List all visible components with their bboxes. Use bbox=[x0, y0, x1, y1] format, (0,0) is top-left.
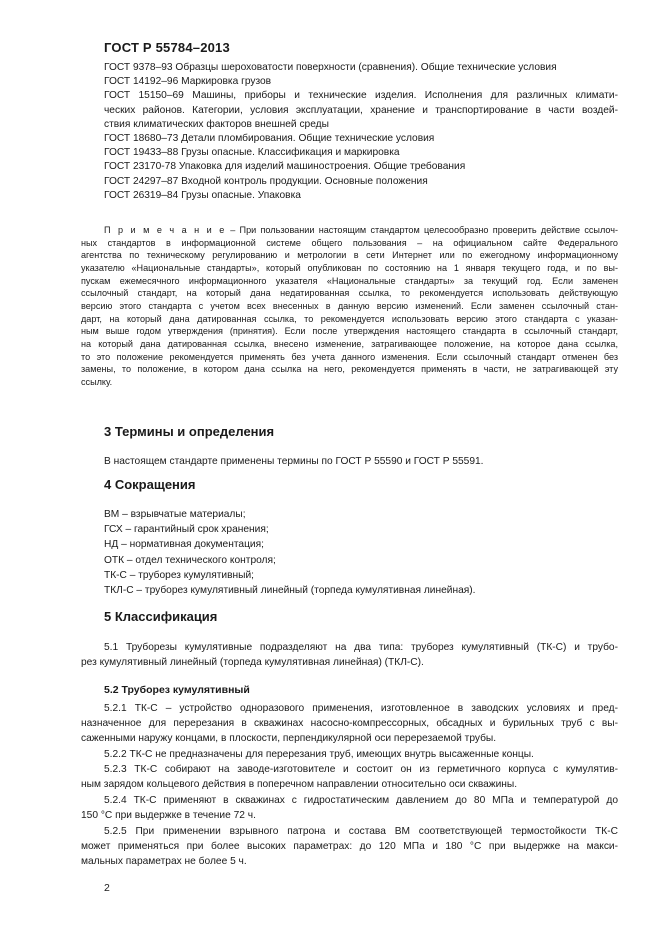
reference-item-continued: ствия климатических факторов внешней среды bbox=[104, 118, 329, 130]
paragraph-line: мальных параметрах не более 5 ч. bbox=[81, 856, 247, 868]
paragraph-5-2-2 bbox=[104, 748, 618, 762]
paragraph-line: 5.2.2 ТК-С не предназначены для перерезания труб, имеющих внутрь высаженные концы. bbox=[104, 749, 534, 760]
document-header: ГОСТ Р 55784–2013 bbox=[104, 40, 230, 55]
abbreviation-item: ОТК – отдел технического контроля; bbox=[104, 554, 276, 566]
reference-item: ГОСТ 24297–87 Входной контроль продукции. Основные положения bbox=[104, 175, 428, 187]
paragraph-line: 5.2.3 ТК-С собирают на заводе-изготовителе и состоит он из герметичного корпуса с кумулятив- bbox=[104, 764, 618, 775]
note-line: указателю «Национальные стандарты», который опубликован по состоянию на 1 января текущего года, и по вы- bbox=[81, 262, 618, 273]
section-4-title: 4 Сокращения bbox=[104, 477, 196, 492]
abbreviation-item: ГСХ – гарантийный срок хранения; bbox=[104, 524, 269, 536]
paragraph-5-2-5 bbox=[81, 825, 618, 870]
abbreviation-item: ТК-С – труборез кумулятивный; bbox=[104, 569, 255, 581]
subsection-5-2-title: 5.2 Труборез кумулятивный bbox=[104, 684, 250, 696]
section-3-text-block bbox=[104, 455, 618, 469]
note-line: ным выше годом утверждения (принятия). Если после утверждения настоящего стандарта в ссылочный стандарт, bbox=[81, 326, 618, 337]
note-line: пускам ежемесячного информационного указателя «Национальные стандарты» за текущий год. Если заменен bbox=[81, 275, 618, 286]
references-list bbox=[104, 61, 618, 203]
abbreviation-item: НД – нормативная документация; bbox=[104, 539, 264, 551]
paragraph-line: рез кумулятивный линейный (торпеда кумулятивная линейная) (ТКЛ-С). bbox=[81, 657, 424, 669]
reference-item-continued: ческих районов. Категории, условия эксплуатации, хранение и транспортирование в части воздей- bbox=[104, 104, 618, 116]
section-3-title: 3 Термины и определения bbox=[104, 424, 275, 439]
reference-item: ГОСТ 19433–88 Грузы опасные. Классификация и маркировка bbox=[104, 147, 400, 159]
note-line: ссылку. bbox=[81, 376, 113, 387]
reference-item: ГОСТ 15150–69 Машины, приборы и технические изделия. Исполнения для различных климати- bbox=[104, 90, 618, 102]
note-line: ссылочный стандарт, на который дана недатированная ссылка, то рекомендуется использовать действующую bbox=[81, 288, 618, 299]
note-line: версию этого стандарта с учетом всех внесенных в данную версию изменений. Если заменен ссылочный стан- bbox=[81, 300, 618, 311]
paragraph-line: может применяться при более высоких параметрах: до 120 МПа и 180 °С при выдержке на макси- bbox=[81, 841, 618, 853]
section-3-text: В настоящем стандарте применены термины по ГОСТ Р 55590 и ГОСТ Р 55591. bbox=[104, 456, 484, 467]
paragraph-line: назначенное для перерезания в скважинах насосно-компрессорных, обсадных и бурильных труб с вы- bbox=[81, 718, 618, 730]
paragraph-line: 150 °С при выдержке в течение 72 ч. bbox=[81, 810, 256, 822]
abbreviations-list bbox=[104, 508, 618, 598]
paragraph-line: 5.1 Труборезы кумулятивные подразделяют на два типа: труборез кумулятивный (ТК-С) и трубо- bbox=[104, 642, 618, 653]
reference-item: ГОСТ 14192–96 Маркировка грузов bbox=[104, 76, 272, 88]
note-line: ных стандартов в информационной системе общего пользования – на официальном сайте Федерального bbox=[81, 237, 618, 248]
reference-item: ГОСТ 23170-78 Упаковка для изделий машиностроения. Общие требования bbox=[104, 161, 466, 173]
note-line: замены, то положение, в котором дана ссылка на него, рекомендуется применять в части, не затрагивающей эту bbox=[81, 364, 618, 375]
paragraph-line: саженными наружу концами, в плоскости, перпендикулярной оси перерезаемой трубы. bbox=[81, 733, 497, 745]
page-number: 2 bbox=[104, 882, 110, 894]
paragraph-line: 5.2.4 ТК-С применяют в скважинах с гидростатическим давлением до 80 МПа и температурой до bbox=[104, 795, 618, 806]
paragraph-line: 5.2.1 ТК-С – устройство одноразового применения, изготовленное в заводских условиях и пред- bbox=[104, 703, 618, 714]
note-first-text: – При пользовании настоящим стандартом целесообразно проверить действие ссылоч- bbox=[225, 225, 618, 235]
reference-item: ГОСТ 26319–84 Грузы опасные. Упаковка bbox=[104, 189, 301, 201]
note-line: дарт, на который дана датированная ссылка, то рекомендуется использовать версию этого стандарта с указан- bbox=[81, 313, 618, 324]
note-block bbox=[81, 224, 618, 389]
note-first-line bbox=[81, 224, 618, 237]
paragraph-5-1 bbox=[81, 641, 618, 670]
note-line: то это положение рекомендуется применять без учета данного изменения. Если ссылочный стандарт отменен без bbox=[81, 351, 618, 362]
section-5-title: 5 Классификация bbox=[104, 609, 218, 624]
abbreviation-item: ТКЛ-С – труборез кумулятивный линейный (торпеда кумулятивная линейная). bbox=[104, 585, 476, 597]
note-line: на который дана датированная ссылка, внесено изменение, затрагивающее положение, на которое дана ссылка, bbox=[81, 338, 618, 349]
paragraph-line: ным зарядом кольцевого действия в поперечном направлении относительно оси скважины. bbox=[81, 779, 518, 791]
abbreviation-item: ВМ – взрывчатые материалы; bbox=[104, 509, 246, 520]
paragraph-5-2-1 bbox=[81, 702, 618, 747]
reference-item: ГОСТ 9378–93 Образцы шероховатости поверхности (сравнения). Общие технические условия bbox=[104, 62, 557, 73]
reference-item: ГОСТ 18680–73 Детали пломбирования. Общие технические условия bbox=[104, 133, 435, 145]
paragraph-5-2-4 bbox=[81, 794, 618, 823]
paragraph-line: 5.2.5 При применении взрывного патрона и состава ВМ соответствующей термостойкости ТК-С bbox=[104, 826, 618, 837]
paragraph-5-2-3 bbox=[81, 763, 618, 792]
note-label: П р и м е ч а н и е bbox=[104, 225, 226, 235]
note-line: агентства по техническому регулированию и метрологии в сети Интернет или по ежегодному информационному bbox=[81, 250, 618, 261]
